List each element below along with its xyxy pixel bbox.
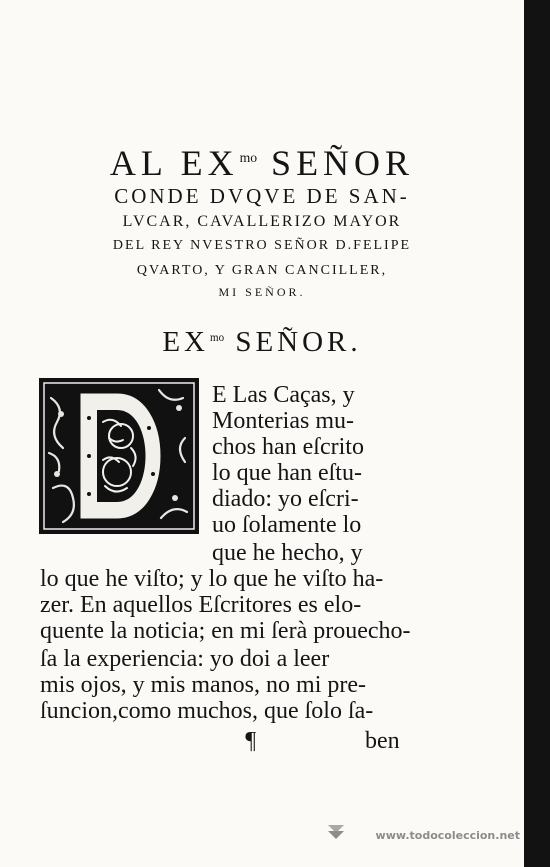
text-line: ſuncion,como muchos, que ſolo ſa- bbox=[40, 698, 374, 724]
text-line: Monterias mu- bbox=[212, 408, 354, 434]
watermark-text: www.todocoleccion.net bbox=[375, 829, 520, 842]
todocoleccion-logo-icon bbox=[326, 823, 346, 845]
text-line: ſa la experiencia: yo doi a leer bbox=[40, 646, 330, 672]
heading-line-6: MI SEÑOR. bbox=[218, 285, 306, 299]
catchword: ben bbox=[365, 728, 400, 754]
text-line: E Las Caças, y bbox=[212, 382, 355, 408]
heading-line-3: LVCAR, CAVALLERIZO MAYOR bbox=[122, 213, 402, 230]
text-line: que he hecho, y bbox=[212, 540, 363, 566]
heading-line-4: DEL REY NVESTRO SEÑOR D.FELIPE bbox=[112, 238, 412, 253]
heading-line-5: QVARTO, Y GRAN CANCILLER, bbox=[136, 263, 388, 278]
text-line: chos han eſcrito bbox=[212, 434, 364, 460]
text-line: zer. En aquellos Eſcritores es elo- bbox=[40, 592, 362, 618]
text-line: lo que he viſto; y lo que he viſto ha- bbox=[40, 566, 384, 592]
text-line: mis ojos, y mis manos, no mi pre- bbox=[40, 672, 366, 698]
text-line: uo ſolamente lo bbox=[212, 512, 362, 538]
text-line: diado: yo eſcri- bbox=[212, 486, 359, 512]
salutation: $EX^{mo}$ SEÑOR. bbox=[162, 326, 362, 358]
signature-mark: ¶ bbox=[244, 728, 257, 754]
text-line: quente la noticia; en mi ſerà prouecho- bbox=[40, 618, 411, 644]
heading-line-2: CONDE DVQVE DE SAN- bbox=[114, 184, 410, 208]
ornamental-initial-D-icon bbox=[39, 378, 199, 534]
page-gutter bbox=[524, 0, 550, 867]
heading-line-1: AL $EX^{mo}$ SEÑOR bbox=[109, 143, 415, 183]
text-line: lo que han eſtu- bbox=[212, 460, 362, 486]
